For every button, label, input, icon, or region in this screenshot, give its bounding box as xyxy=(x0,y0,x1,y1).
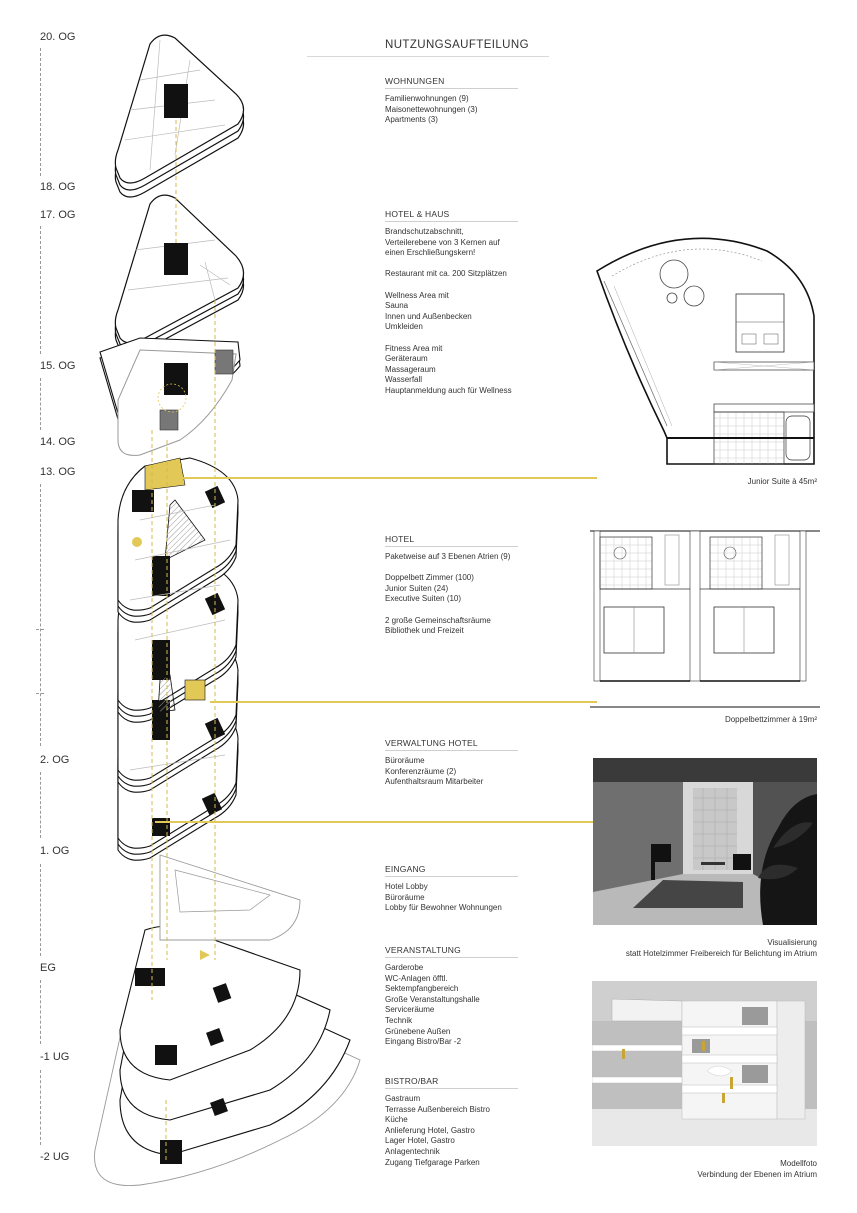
yellow-room-13og xyxy=(145,458,185,490)
list-item: Paketweise auf 3 Ebenen Atrien (9) xyxy=(385,552,511,561)
caption-doppelbettzimmer: Doppelbettzimmer à 19m² xyxy=(724,715,817,724)
list-item: Anlagentechnik xyxy=(385,1146,440,1156)
stair-core-grey xyxy=(160,410,178,430)
section-heading: EINGANG xyxy=(385,864,518,877)
section-list xyxy=(385,227,555,397)
list-item: Innen und Außenbecken xyxy=(385,311,472,321)
list-item: Fitness Area mit xyxy=(385,343,443,353)
room-block xyxy=(132,490,154,512)
list-item: Küche xyxy=(385,1115,408,1125)
list-item: Sauna xyxy=(385,301,409,311)
floor-label-1ug: -1 UG xyxy=(40,1051,70,1063)
floor-label-15og: 15. OG xyxy=(40,360,76,372)
section-heading: BISTRO/BAR xyxy=(385,1076,518,1089)
list-item: Bibliothek und Freizeit xyxy=(385,626,464,636)
list-item xyxy=(385,259,555,270)
caption-line: Verbindung der Ebenen im Atrium xyxy=(697,1170,817,1179)
list-item: Konferenzräume (2) xyxy=(385,766,457,776)
section-list xyxy=(385,1094,555,1168)
floor-label-2og: 2. OG xyxy=(40,754,70,766)
caption-line: statt Hotelzimmer Freibereich für Belichtung im Atrium xyxy=(625,949,817,958)
list-item: Umkleiden xyxy=(385,322,423,332)
list-item: Büroräume xyxy=(385,892,425,902)
floor-label-14og: 14. OG xyxy=(40,436,76,448)
section-verwaltung-hotel xyxy=(385,738,555,788)
list-item: Lobby für Bewohner Wohnungen xyxy=(385,903,502,913)
list-item xyxy=(385,563,555,574)
yellow-room-3og xyxy=(185,680,205,700)
caption-modellfoto xyxy=(697,1158,817,1180)
floor-label-13og: 13. OG xyxy=(40,466,76,478)
core-block xyxy=(164,84,188,118)
core-block xyxy=(164,363,188,395)
list-item: Brandschutzabschnitt, xyxy=(385,227,464,236)
list-item: Maisonettewohnungen (3) xyxy=(385,104,478,114)
floor-label-1og: 1. OG xyxy=(40,845,70,857)
list-item: Sektempfangbereich xyxy=(385,984,459,994)
section-list xyxy=(385,756,555,788)
list-item: Grünebene Außen xyxy=(385,1026,451,1036)
floor-label-18og: 18. OG xyxy=(40,181,76,193)
stair-core-grey xyxy=(215,350,233,374)
list-item: Aufenthaltsraum Mitarbeiter xyxy=(385,777,484,787)
list-item: 2 große Gemeinschaftsräume xyxy=(385,615,491,625)
list-item: Hauptanmeldung auch für Wellness xyxy=(385,385,512,395)
list-item: Doppelbett Zimmer (100) xyxy=(385,573,474,583)
list-item xyxy=(385,605,555,616)
list-item: Familienwohnungen (9) xyxy=(385,94,469,103)
list-item: WC-Anlagen öfftl. xyxy=(385,973,448,983)
visualisierung-image xyxy=(593,758,817,925)
ground-floor-slabs xyxy=(95,855,360,1186)
list-item: Zugang Tiefgarage Parken xyxy=(385,1157,480,1167)
section-hotel-haus xyxy=(385,209,555,397)
list-item: Apartments (3) xyxy=(385,115,438,125)
caption-line: Visualisierung xyxy=(767,938,817,947)
doppelbettzimmer-plan xyxy=(590,529,820,710)
modellfoto-image xyxy=(592,981,817,1146)
list-item: Geräteraum xyxy=(385,354,428,364)
list-item xyxy=(385,333,555,344)
caption-junior-suite: Junior Suite à 45m² xyxy=(747,477,817,486)
list-item: Restaurant mit ca. 200 Sitzplätzen xyxy=(385,269,507,279)
floor-slab-17og xyxy=(115,195,243,355)
section-list xyxy=(385,552,555,637)
list-item: Technik xyxy=(385,1015,413,1025)
list-item: Terrasse Außenbereich Bistro xyxy=(385,1104,490,1114)
list-item: Verteilerebene von 3 Kernen auf xyxy=(385,237,500,247)
floor-label-20og: 20. OG xyxy=(40,31,76,43)
list-item: Anlieferung Hotel, Gastro xyxy=(385,1125,475,1135)
list-item: Serviceräume xyxy=(385,1005,435,1015)
list-item xyxy=(385,280,555,291)
section-list xyxy=(385,882,555,914)
section-heading: HOTEL xyxy=(385,534,518,547)
list-item: Große Veranstaltungshalle xyxy=(385,994,480,1004)
list-item: Gastraum xyxy=(385,1094,421,1103)
list-item: Hotel Lobby xyxy=(385,882,428,891)
section-heading: VERWALTUNG HOTEL xyxy=(385,738,518,751)
section-heading: WOHNUNGEN xyxy=(385,76,518,89)
junior-suite-plan xyxy=(592,226,822,471)
section-eingang xyxy=(385,864,555,914)
caption-line: Modellfoto xyxy=(780,1159,817,1168)
list-item: Massageraum xyxy=(385,364,436,374)
list-item: Lager Hotel, Gastro xyxy=(385,1136,455,1146)
section-list xyxy=(385,94,555,126)
page-title: NUTZUNGSAUFTEILUNG xyxy=(385,39,529,51)
section-heading: VERANSTALTUNG xyxy=(385,945,518,958)
section-list xyxy=(385,963,555,1048)
section-wohnungen xyxy=(385,76,555,126)
list-item: Executive Suiten (10) xyxy=(385,594,462,604)
caption-visualisierung xyxy=(626,937,817,959)
list-item: Büroräume xyxy=(385,756,425,765)
floor-label-eg: EG xyxy=(40,962,56,974)
list-item: Wasserfall xyxy=(385,375,423,385)
section-veranstaltung xyxy=(385,945,555,1048)
core-block xyxy=(164,243,188,275)
list-item: Eingang Bistro/Bar -2 xyxy=(385,1037,462,1047)
title-rule xyxy=(307,56,549,57)
list-item: einen Erschließungskern! xyxy=(385,248,476,258)
list-item: Junior Suiten (24) xyxy=(385,583,449,593)
section-bistro-bar xyxy=(385,1076,555,1168)
list-item: Garderobe xyxy=(385,963,424,972)
section-heading: HOTEL & HAUS xyxy=(385,209,518,222)
list-item: Wellness Area mit xyxy=(385,290,449,300)
section-hotel xyxy=(385,534,555,637)
yellow-marker xyxy=(132,537,142,547)
floor-label-2ug: -2 UG xyxy=(40,1151,70,1163)
floor-label-17og: 17. OG xyxy=(40,209,76,221)
